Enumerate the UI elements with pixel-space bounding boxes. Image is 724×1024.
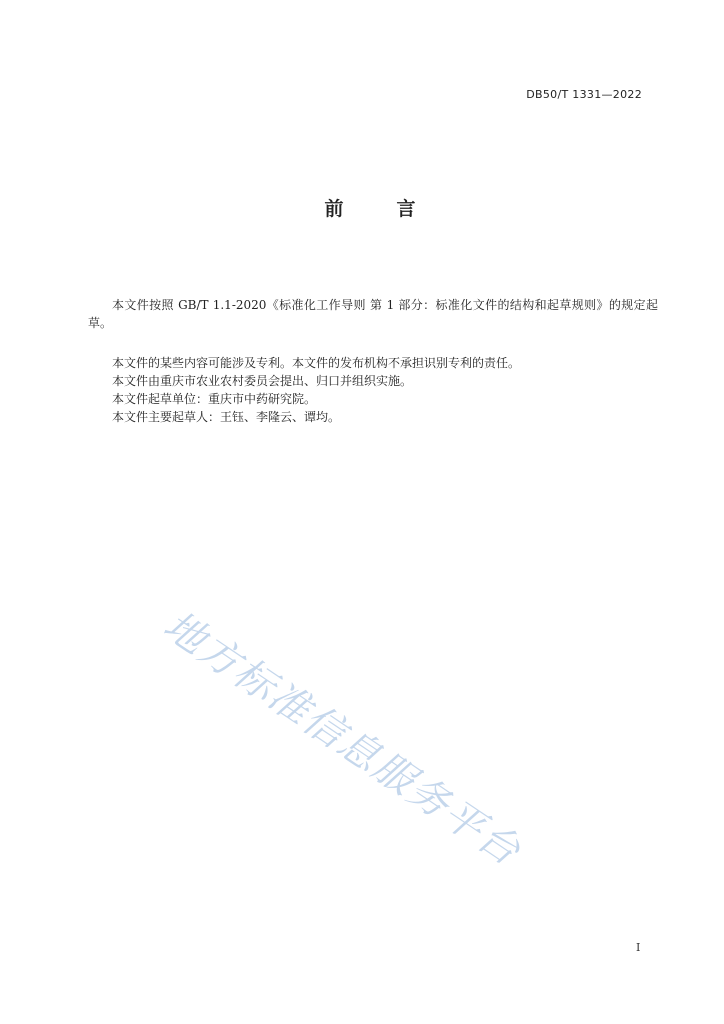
paragraph-patent-notice: 本文件的某些内容可能涉及专利。本文件的发布机构不承担识别专利的责任。	[112, 356, 521, 370]
document-code: DB50/T 1331—2022	[526, 88, 642, 101]
page-number: I	[636, 941, 641, 954]
paragraph-drafters: 本文件主要起草人：王钰、李隆云、谭均。	[112, 410, 341, 424]
paragraph-drafting-basis: 本文件按照 GB/T 1.1-2020《标准化工作导则 第 1 部分：标准化文件的结构和起草规则》的规定起草。	[88, 298, 658, 330]
watermark-text: 地方标准信息服务平台	[155, 602, 530, 876]
foreword-body	[88, 296, 658, 426]
paragraph-proposer: 本文件由重庆市农业农村委员会提出、归口并组织实施。	[112, 374, 413, 388]
page-title: 前 言	[324, 198, 416, 220]
paragraph-drafting-unit: 本文件起草单位：重庆市中药研究院。	[112, 392, 317, 406]
